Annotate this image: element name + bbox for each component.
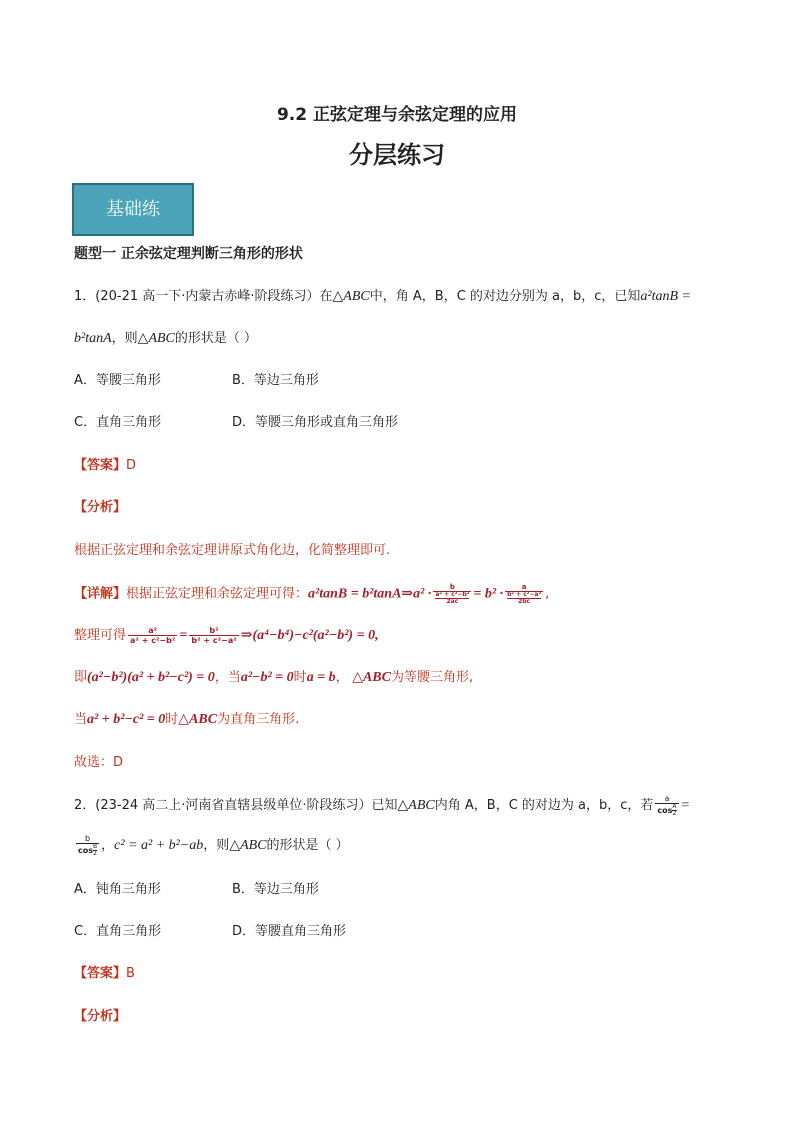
- level-tag: 基础练: [72, 183, 194, 236]
- q1-answer-label: 【答案】: [74, 458, 127, 473]
- q1-line2-text: 整理可得: [74, 628, 127, 643]
- q2-stem-d: 的形状是（ ）: [266, 838, 349, 853]
- q1-analysis-text: 根据正弦定理和余弦定理讲原式角化边，化简整理即可.: [74, 543, 391, 558]
- q1-triangle-2: △ABC: [137, 331, 175, 346]
- section-title: 题型一 正余弦定理判断三角形的形状: [74, 246, 303, 262]
- q2-analysis-label: 【分析】: [74, 1009, 127, 1024]
- q1-line2-fraction-b: $\frac{\text{b²}}{\text{b² + c²−a²}}$: [191, 626, 237, 645]
- q1-analysis-label: 【分析】: [74, 500, 127, 515]
- q1-line2-fraction-a: $\frac{\text{a²}}{\text{a² + c²−b²}}$: [130, 626, 176, 645]
- q1-line3-math1: (a²−b²)(a² + b²−c²) = 0: [87, 670, 215, 685]
- q1-option-b: B．等边三角形: [232, 373, 319, 388]
- q1-equation-left: a²tanB =: [640, 289, 691, 304]
- q1-detail-math1: a²tanB = b²tanA⇒a² ·: [308, 586, 432, 602]
- q1-detail-math2: = b² ·: [473, 586, 504, 602]
- q2-stem-a: 内角 A，B，C 的对边为 a，b，c，若: [434, 798, 654, 813]
- q2-fraction-b: b cos $\frac{B}{2}$: [78, 834, 98, 857]
- q2-option-a: A．钝角三角形: [74, 882, 161, 897]
- q1-answer: [74, 458, 136, 474]
- q2-answer: [74, 966, 135, 982]
- q2-stem-line2: [74, 834, 349, 858]
- q1-option-c: C．直角三角形: [74, 415, 162, 430]
- q2-equals: =: [680, 798, 690, 813]
- q1-final-answer: [74, 755, 123, 771]
- q2-option-c: C．直角三角形: [74, 924, 162, 939]
- q1-line3-c: 时: [293, 670, 307, 685]
- q1-detail-fraction2: $\frac{a}{\frac{\text{b² + c²−a²}}{2bc}}$: [507, 583, 542, 605]
- q1-detail-line1: 【详解】根据正弦定理和余弦定理可得：a²tanB = b²tanA⇒a² · $\frac{b}{\frac{\text{a² + c²−b²}}{2ac}}$ = b² · $\frac{a}{\frac{\text{b² + c²−a²}}{2bc}}$ ,: [74, 583, 550, 605]
- q2-condition: c² = a² + b²−ab: [114, 838, 204, 853]
- q1-line4-a: 当: [74, 712, 88, 727]
- q1-detail-line4: [74, 712, 299, 728]
- q2-fraction-a: a cos $\frac{A}{2}$: [657, 794, 677, 817]
- q1-line3-b: ，当: [214, 670, 241, 685]
- q1-final-value: D: [113, 755, 124, 770]
- q1-option-a: A．等腰三角形: [74, 373, 161, 388]
- q2-option-d: D．等腰直角三角形: [232, 924, 347, 939]
- q1-line3-math3: a = b: [306, 670, 336, 685]
- q1-line3-e: 为等腰三角形,: [390, 670, 474, 685]
- q1-stem-line2: [74, 331, 257, 347]
- q2-triangle-2: △ABC: [229, 838, 267, 853]
- q2-source: 2．(23-24 高二上·河南省直辖县级单位·阶段练习）已知: [74, 798, 398, 813]
- q1-line4-b: 时: [165, 712, 179, 727]
- q1-answer-value: D: [126, 458, 137, 473]
- q1-line2-math: ⇒(a⁴−b⁴)−c²(a²−b²) = 0,: [240, 628, 379, 643]
- q1-detail-line2: 整理可得 $\frac{\text{a²}}{\text{a² + c²−b²}}$ = $\frac{\text{b²}}{\text{b² + c²−a²}}$ ⇒(a⁴−b⁴)−c²(a²−b²) = 0,: [74, 626, 379, 645]
- q1-detail-label: 【详解】: [74, 586, 127, 602]
- q1-line3-d: ，: [335, 670, 349, 685]
- q2-stem-b: ，: [101, 838, 115, 853]
- q2-triangle: △ABC: [397, 798, 435, 813]
- q1-triangle: △ABC: [332, 289, 370, 304]
- q1-stem-c: 的形状是（ ）: [174, 331, 258, 346]
- q1-line4-math: a² + b²−c² = 0: [87, 712, 166, 727]
- q2-answer-value: B: [126, 966, 135, 981]
- q1-option-d: D．等腰三角形或直角三角形: [232, 415, 399, 430]
- q1-source: 1．(20-21 高一下·内蒙古赤峰·阶段练习）在: [74, 289, 333, 304]
- q1-line4-c: 为直角三角形.: [217, 712, 300, 727]
- page-subtitle: 分层练习: [349, 141, 445, 169]
- q2-stem-line1: [74, 794, 690, 818]
- q1-stem-line1: [74, 289, 691, 305]
- q1-line3-math2: a²−b² = 0: [240, 670, 294, 685]
- q2-stem-c: ，则: [203, 838, 230, 853]
- q1-final-label: 故选：: [74, 755, 114, 770]
- q2-answer-label: 【答案】: [74, 966, 127, 981]
- q1-line4-triangle: △ABC: [178, 712, 218, 727]
- page-title: 9.2 正弦定理与余弦定理的应用: [276, 105, 518, 125]
- q1-detail-fraction1: $\frac{b}{\frac{\text{a² + c²−b²}}{2ac}}$: [435, 583, 470, 605]
- q1-equation-right: b²tanA: [74, 331, 112, 346]
- q1-stem-b: ，则: [111, 331, 138, 346]
- q1-line3-a: 即: [74, 670, 88, 685]
- q1-detail-text: 根据正弦定理和余弦定理可得：: [126, 586, 309, 602]
- q2-option-b: B．等边三角形: [232, 882, 319, 897]
- q1-stem-a: 中，角 A，B，C 的对边分别为 a，b，c，已知: [369, 289, 641, 304]
- q1-detail-line3: [74, 670, 473, 686]
- q1-line3-triangle: △ABC: [352, 670, 391, 685]
